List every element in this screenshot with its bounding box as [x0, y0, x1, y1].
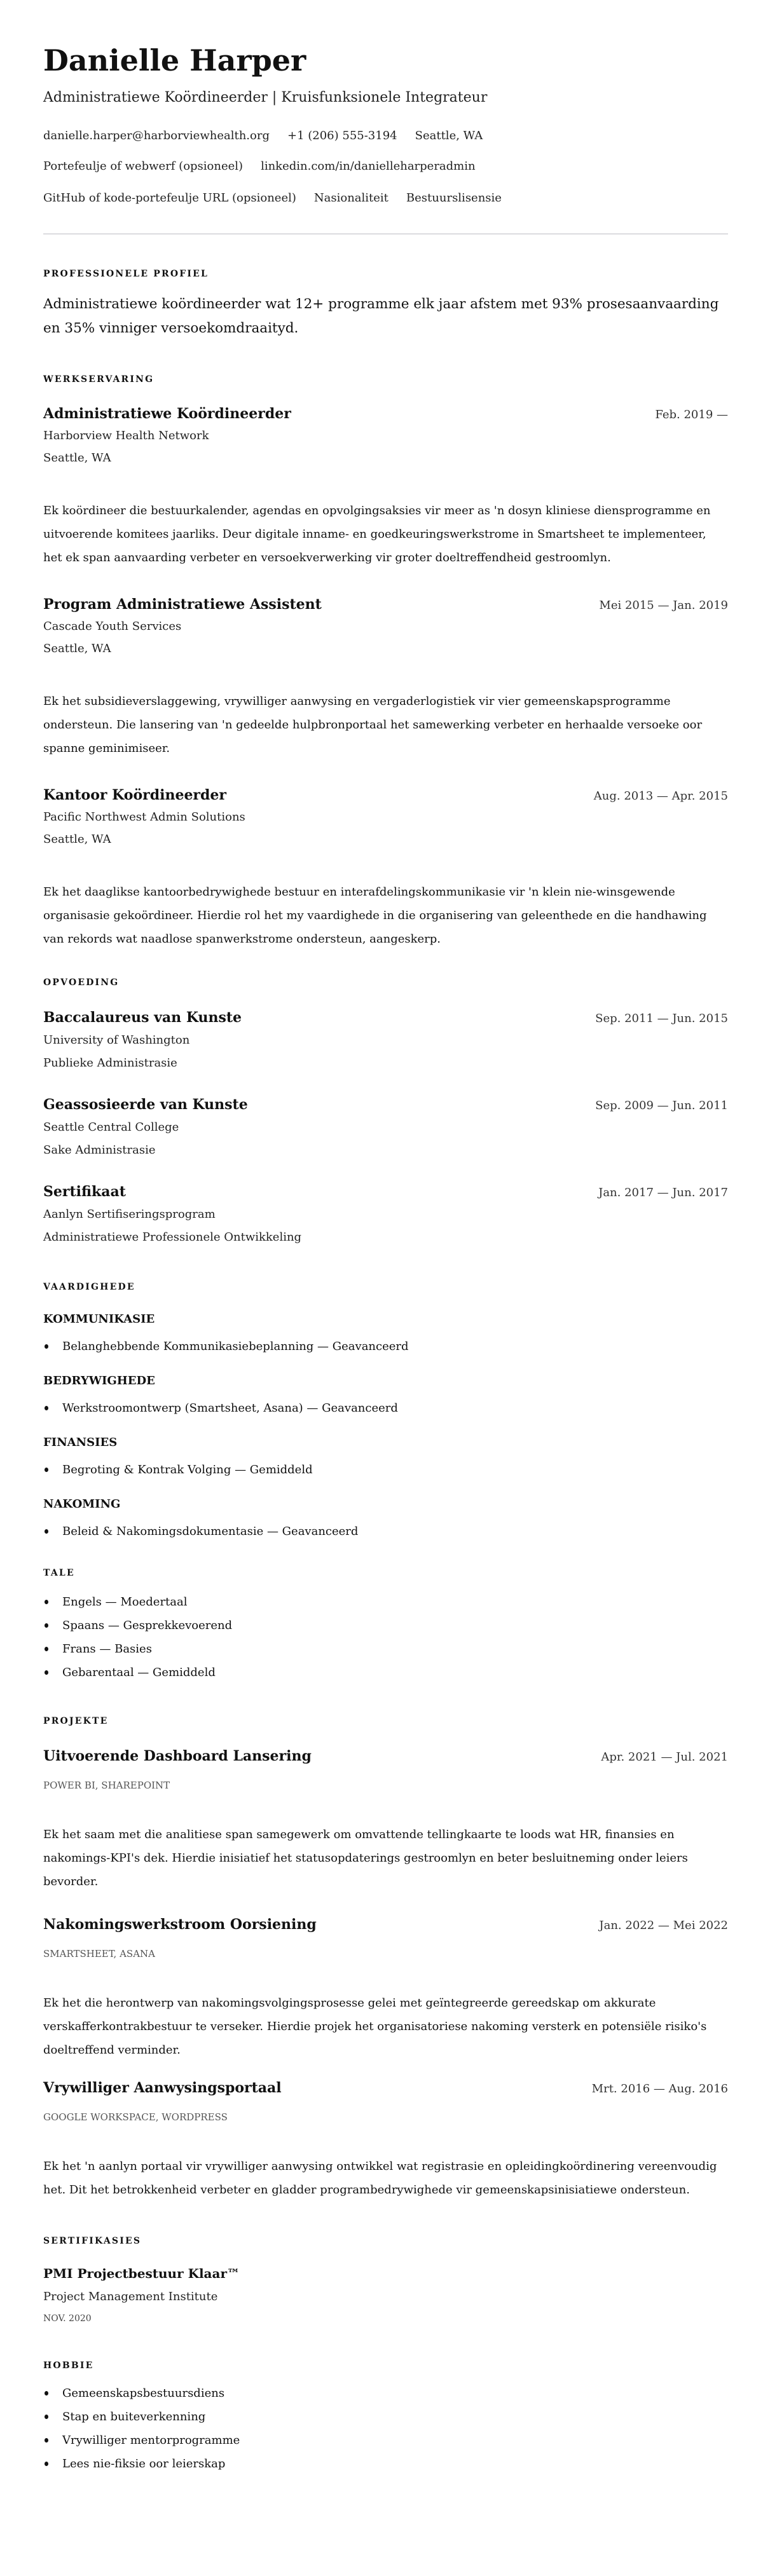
job-description: Ek het subsidieverslaggewing, vrywilliger aanwysing en vergaderlogistiek vir vier gemeenskapsprogramme ondersteun. Die lansering van 'n gedeelde hulpbronportaal het samewerking verbeter en herhaalde versoeke oor spanne geminimiseer.: [43, 695, 703, 755]
skill-item-text: Werkstroomontwerp (Smartsheet, Asana) — Geavanceerd: [62, 1401, 398, 1415]
skill-category: BEDRYWIGHEDE: [43, 1374, 155, 1387]
section-heading-certifications: SERTIFIKASIES: [43, 2236, 142, 2246]
bullet-icon: [45, 2415, 48, 2419]
project-description: Ek het saam met die analitiese span samegewerk om omvattende tellingkaarte te loods wat HR, finansies en nakomings-KPI's dek. Hierdie inisiatief het statusopdaterings gestroomlyn en beter besluitneming onder leiers bevorder.: [43, 1828, 688, 1888]
section-heading-hobbies: HOBBIE: [43, 2361, 94, 2371]
contact-row: [43, 126, 728, 146]
hobby-item-text: Vrywilliger mentorprogramme: [62, 2434, 240, 2447]
job-title: Program Administratiewe Assistent: [43, 596, 322, 613]
skill-items: [43, 1335, 728, 1358]
job-company: Harborview Health Network: [43, 429, 209, 442]
skill-group: [43, 1496, 728, 1543]
project-header: [43, 2078, 728, 2099]
languages-list: [43, 1590, 728, 1684]
project-date: Jan. 2022 — Mei 2022: [599, 1919, 728, 1932]
skill-group: [43, 1435, 728, 1482]
project-title: Vrywilliger Aanwysingsportaal: [43, 2080, 282, 2096]
hobby-item-text: Gemeenskapsbestuursdiens: [62, 2387, 225, 2400]
location: Seattle, WA: [415, 129, 483, 142]
school-name: University of Washington: [43, 1033, 190, 1047]
job-date: Feb. 2019 —: [655, 408, 728, 421]
project-entry: [43, 1915, 728, 2062]
skill-items: [43, 1396, 728, 1420]
bullet-icon: [45, 2462, 48, 2466]
email-link[interactable]: danielle.harper@harborviewhealth.org: [43, 129, 270, 142]
school-name: Aanlyn Sertifiseringsprogram: [43, 1208, 216, 1221]
degree-title: Baccalaureus van Kunste: [43, 1009, 242, 1026]
skill-group: [43, 1311, 728, 1358]
project-tech: GOOGLE WORKSPACE, WORDPRESS: [43, 2111, 228, 2123]
bullet-icon: [45, 1406, 48, 1410]
job-description: Ek het daaglikse kantoorbedrywighede bestuur en interafdelingskommunikasie vir 'n klein nie-winsgewende organisasie gekoördineer. Hierdie rol het my vaardighede in die organisering van geleenthede en die handhawing van rekords wat naadlose spanwerkstrome ondersteun, aangeskerp.: [43, 885, 707, 946]
project-tech: POWER BI, SHAREPOINT: [43, 1780, 170, 1791]
job-title: Kantoor Koördineerder: [43, 787, 226, 803]
degree-date: Jan. 2017 — Jun. 2017: [598, 1186, 728, 1199]
skill-category: KOMMUNIKASIE: [43, 1312, 155, 1326]
skill-item: [43, 1520, 728, 1543]
section-heading-education: OPVOEDING: [43, 978, 120, 988]
project-tech: SMARTSHEET, ASANA: [43, 1948, 155, 1959]
language-item: [43, 1637, 728, 1661]
education-entry: [43, 1095, 728, 1159]
candidate-headline: Administratiewe Koördineerder | Kruisfunksionele Integrateur: [43, 90, 488, 106]
degree-date: Sep. 2009 — Jun. 2011: [595, 1099, 728, 1112]
section-heading-projects: PROJEKTE: [43, 1716, 109, 1726]
project-entry: [43, 2078, 728, 2202]
hobbies-list: [43, 2382, 728, 2476]
skill-item: [43, 1335, 728, 1358]
certification-name: PMI Projectbestuur Klaar™: [43, 2266, 240, 2281]
job-header: [43, 404, 728, 425]
hobby-item: [43, 2429, 728, 2452]
section-heading-skills: VAARDIGHEDE: [43, 1282, 135, 1292]
job-header: [43, 595, 728, 615]
skill-item-text: Beleid & Nakomingsdokumentasie — Geavanceerd: [62, 1525, 359, 1538]
job-location: Seattle, WA: [43, 451, 111, 465]
hobby-item: [43, 2405, 728, 2429]
bullet-icon: [45, 1647, 48, 1651]
field-of-study: Publieke Administrasie: [43, 1056, 177, 1070]
project-date: Mrt. 2016 — Aug. 2016: [591, 2082, 728, 2096]
header-divider: [43, 233, 728, 235]
skill-items: [43, 1520, 728, 1543]
hobby-item-text: Stap en buiteverkenning: [62, 2410, 206, 2423]
job-header: [43, 786, 728, 806]
bullet-icon: [45, 2391, 48, 2395]
bullet-icon: [45, 1468, 48, 1472]
bullet-icon: [45, 1344, 48, 1349]
hobby-item: [43, 2452, 728, 2476]
experience-list: [43, 404, 728, 951]
project-header: [43, 1747, 728, 1767]
section-heading-languages: TALE: [43, 1568, 75, 1578]
nationality: Nasionaliteit: [313, 191, 388, 205]
school-name: Seattle Central College: [43, 1121, 179, 1134]
hobby-item-text: Lees nie-fiksie oor leierskap: [62, 2457, 226, 2470]
language-item: [43, 1590, 728, 1614]
portfolio-link[interactable]: Portefeulje of webwerf (opsioneel): [43, 160, 244, 173]
bullet-icon: [45, 1670, 48, 1675]
job-description: Ek koördineer die bestuurkalender, agendas en opvolgingsaksies vir meer as 'n dosyn kliniese diensprogramme en uitvoerende komitees jaarliks. Deur digitale inname- en goedkeuringswerkstrome in Smartsheet te implementeer, het ek span aanvaarding verbeter en versoekverwerking vir groter doeltreffendheid gestroomlyn.: [43, 504, 711, 564]
bullet-icon: [45, 2438, 48, 2443]
job-date: Aug. 2013 — Apr. 2015: [593, 789, 728, 803]
certifications-list: [43, 2264, 728, 2326]
projects-list: [43, 1747, 728, 2202]
field-of-study: Administratiewe Professionele Ontwikkeling: [43, 1230, 302, 1244]
degree-header: [43, 1008, 728, 1028]
hobby-item: [43, 2382, 728, 2405]
language-item: [43, 1614, 728, 1637]
project-title: Uitvoerende Dashboard Lansering: [43, 1748, 312, 1764]
project-title: Nakomingswerkstroom Oorsiening: [43, 1916, 317, 1933]
language-item-text: Spaans — Gesprekkevoerend: [62, 1619, 233, 1632]
skill-item-text: Belanghebbende Kommunikasiebeplanning — Geavanceerd: [62, 1340, 409, 1353]
job-location: Seattle, WA: [43, 833, 111, 846]
skill-group: [43, 1373, 728, 1420]
contact-row: [43, 157, 728, 176]
skill-item: [43, 1458, 728, 1482]
github-link[interactable]: GitHub of kode-portefeulje URL (opsioneel): [43, 191, 296, 205]
language-item-text: Frans — Basies: [62, 1642, 152, 1656]
bullet-icon: [45, 1529, 48, 1534]
job-company: Cascade Youth Services: [43, 620, 182, 633]
skill-items: [43, 1458, 728, 1482]
bullet-icon: [45, 1623, 48, 1628]
certification-entry: [43, 2264, 728, 2326]
education-entry: [43, 1182, 728, 1246]
degree-header: [43, 1182, 728, 1203]
skill-category: NAKOMING: [43, 1497, 121, 1511]
job-title: Administratiewe Koördineerder: [43, 405, 291, 422]
skill-item-text: Begroting & Kontrak Volging — Gemiddeld: [62, 1463, 313, 1476]
contact-row: [43, 189, 728, 208]
language-item: [43, 1661, 728, 1684]
certification-date: NOV. 2020: [43, 2314, 92, 2324]
education-entry: [43, 1008, 728, 1072]
certification-issuer: Project Management Institute: [43, 2290, 218, 2303]
job-date: Mei 2015 — Jan. 2019: [599, 599, 728, 612]
experience-entry: [43, 404, 728, 569]
skill-category: FINANSIES: [43, 1436, 118, 1449]
job-location: Seattle, WA: [43, 642, 111, 655]
project-description: Ek het 'n aanlyn portaal vir vrywilliger aanwysing ontwikkel wat registrasie en opleidingkoördinering vereenvoudig het. Dit het betrokkenheid verbeter en gladder programbedrywighede vir gemeenskapsinisiatiewe ondersteun.: [43, 2160, 717, 2197]
language-item-text: Gebarentaal — Gemiddeld: [62, 1666, 216, 1679]
drivers-license: Bestuurslisensie: [406, 191, 502, 205]
degree-title: Geassosieerde van Kunste: [43, 1096, 248, 1113]
field-of-study: Sake Administrasie: [43, 1143, 156, 1157]
degree-date: Sep. 2011 — Jun. 2015: [595, 1012, 728, 1025]
project-description: Ek het die herontwerp van nakomingsvolgingsprosesse gelei met geïntegreerde gereedskap om akkurate verskafferkontrakbestuur te verseker. Hierdie projek het organisatoriese nakoming versterk en potensiële risiko's doeltreffend verminder.: [43, 1996, 707, 2057]
skills-list: [43, 1311, 728, 1543]
candidate-name: Danielle Harper: [43, 43, 306, 78]
linkedin-link[interactable]: linkedin.com/in/danielleharperadmin: [261, 160, 476, 173]
project-entry: [43, 1747, 728, 1893]
profile-summary: Administratiewe koördineerder wat 12+ programme elk jaar afstem met 93% prosesaanvaarding en 35% vinniger versoekomdraaityd.: [43, 296, 719, 336]
education-list: [43, 1008, 728, 1246]
language-item-text: Engels — Moedertaal: [62, 1595, 188, 1609]
section-heading-profile: PROFESSIONELE PROFIEL: [43, 269, 209, 279]
phone-number: +1 (206) 555-3194: [287, 129, 397, 142]
skill-item: [43, 1396, 728, 1420]
project-header: [43, 1915, 728, 1935]
job-company: Pacific Northwest Admin Solutions: [43, 810, 245, 824]
degree-header: [43, 1095, 728, 1115]
section-heading-experience: WERKSERVARING: [43, 374, 155, 385]
degree-title: Sertifikaat: [43, 1183, 126, 1200]
experience-entry: [43, 786, 728, 951]
bullet-icon: [45, 1600, 48, 1604]
experience-entry: [43, 595, 728, 760]
project-date: Apr. 2021 — Jul. 2021: [601, 1750, 728, 1764]
